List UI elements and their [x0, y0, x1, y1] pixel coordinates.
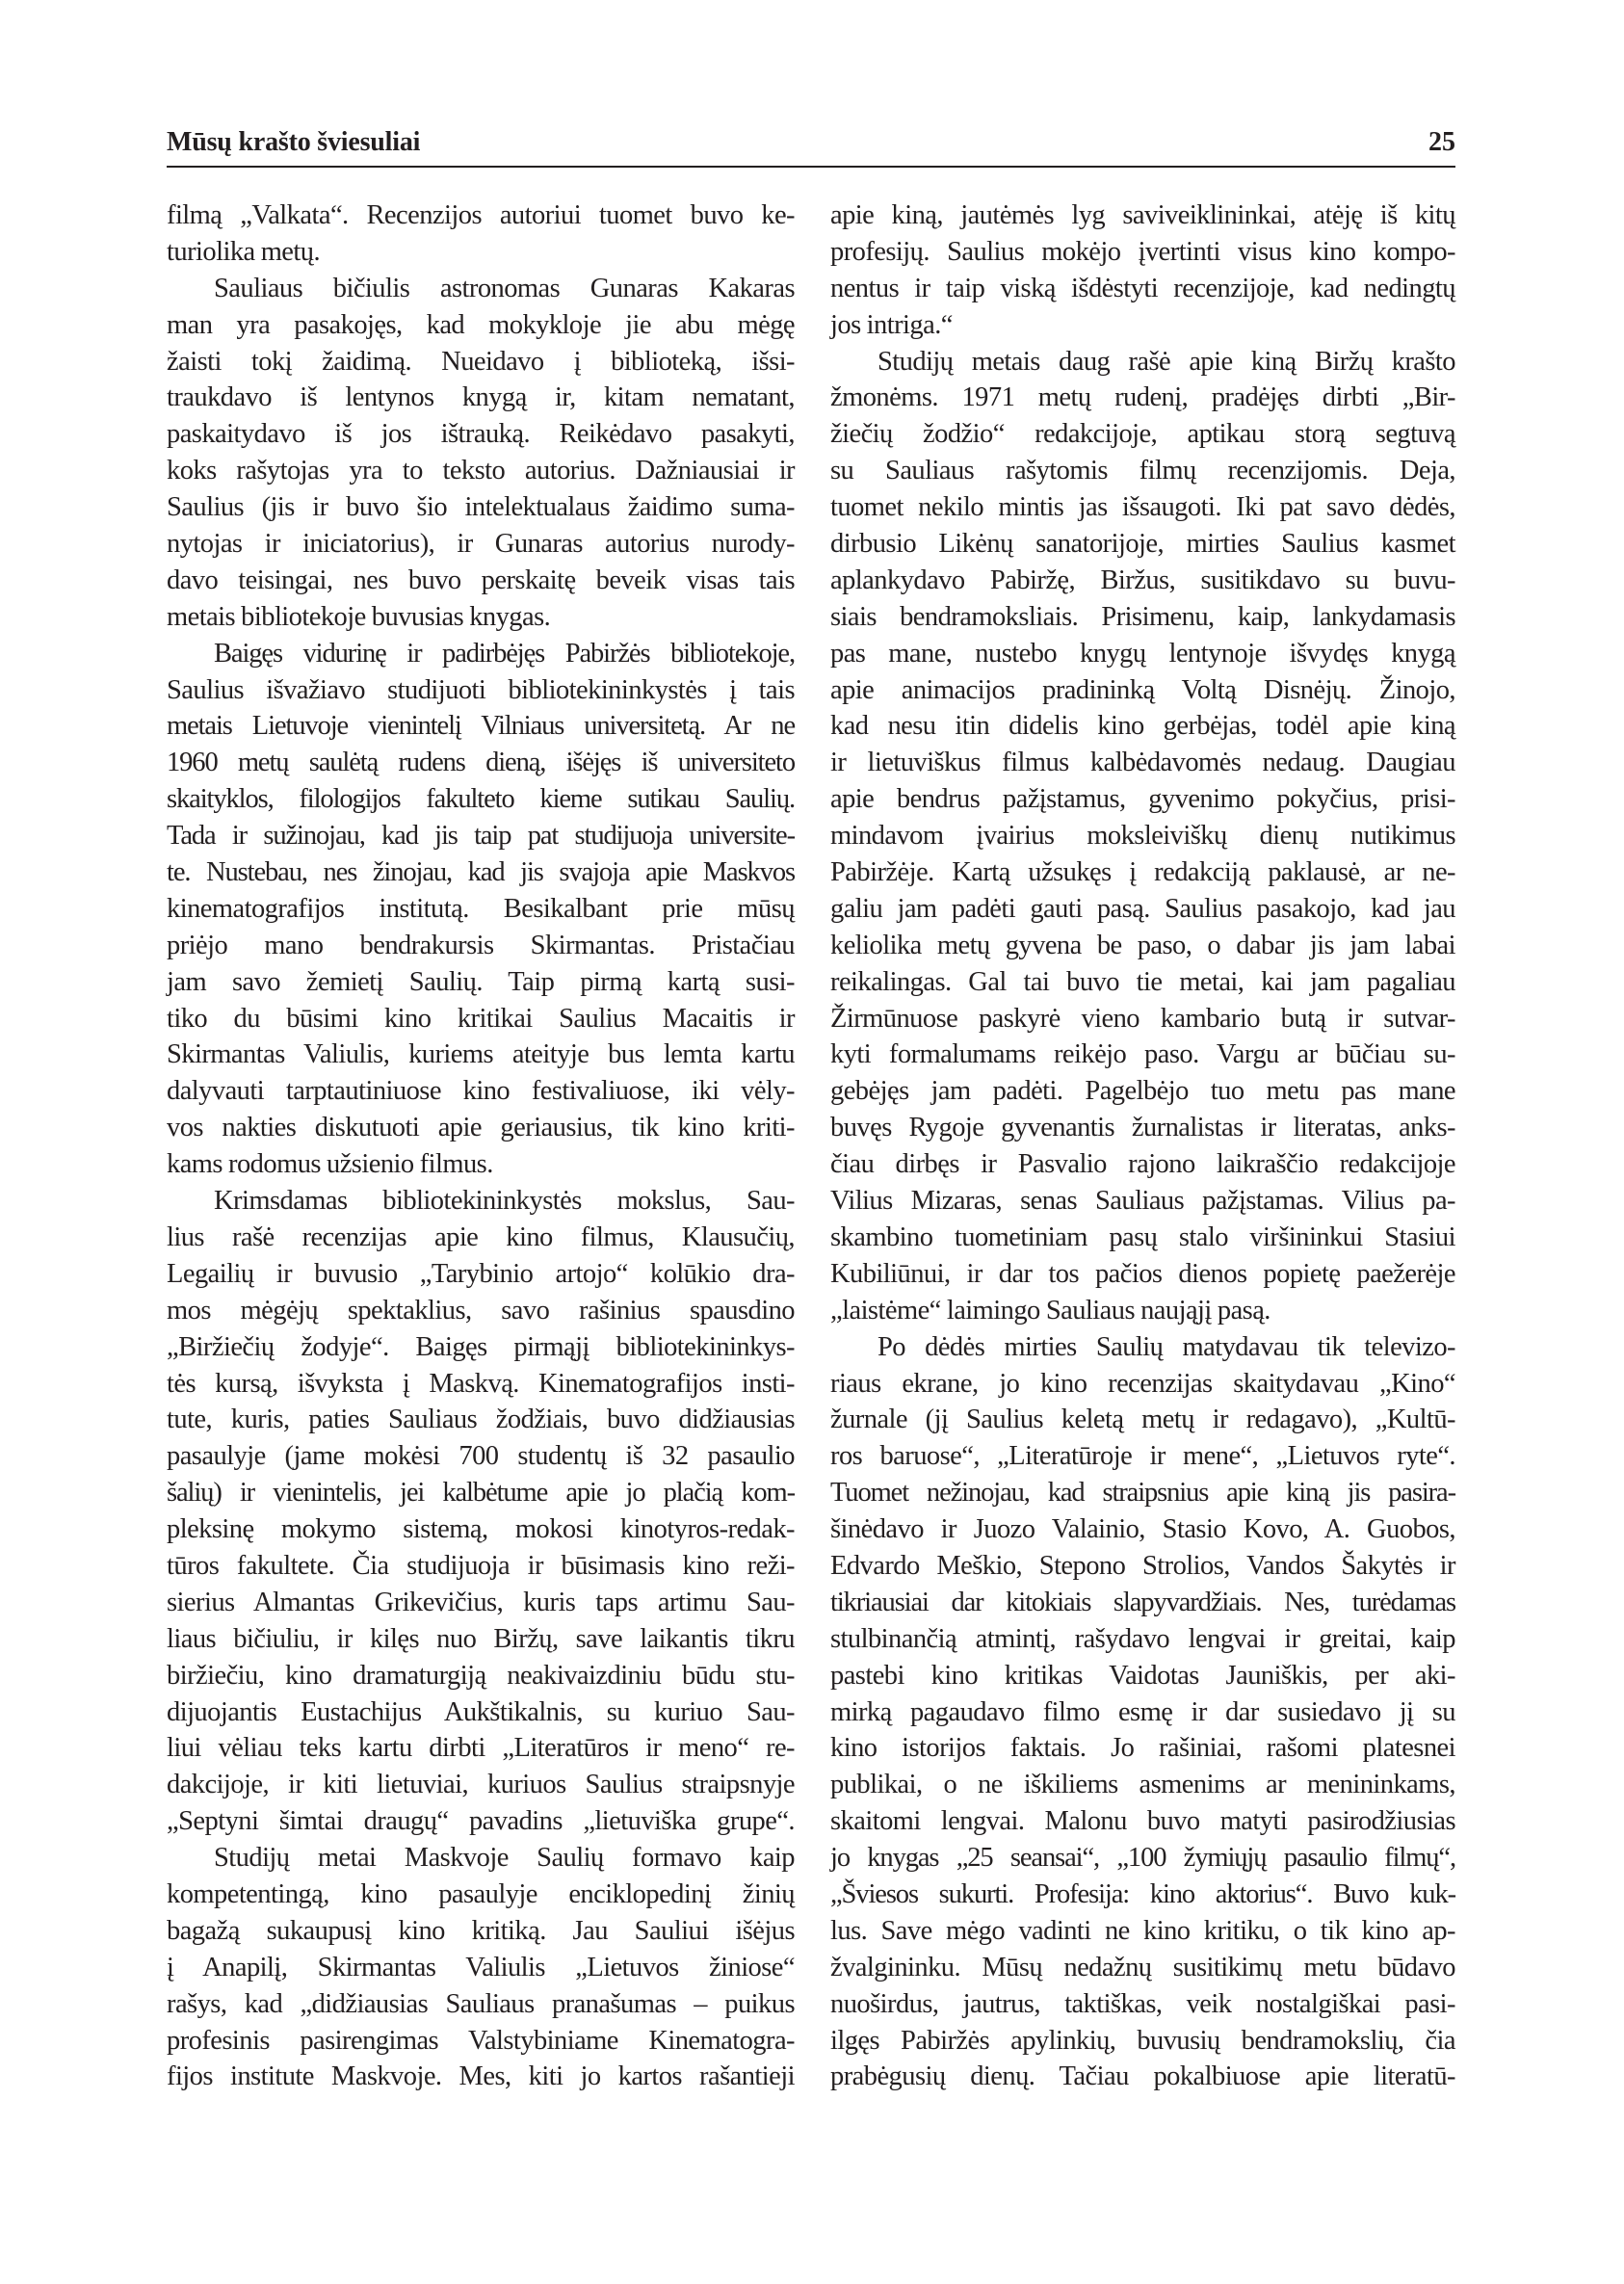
text-line: kams rodomus užsienio filmus. [167, 1149, 493, 1180]
text-line: žmonėms. 1971 metų rudenį, pradėjęs dirbti „Bir- [830, 382, 1455, 413]
text-line: gebėjęs jam padėti. Pagelbėjo tuo metu pas mane [830, 1076, 1455, 1107]
text-line: fijos institute Maskvoje. Mes, kiti jo kartos rašantieji [167, 2061, 795, 2092]
text-line: Po dėdės mirties Saulių matydavau tik televizo- [877, 1331, 1455, 1362]
text-line: tės kursą, išvyksta į Maskvą. Kinematografijos insti- [167, 1368, 795, 1399]
text-line: jam savo žemietį Saulių. Taip pirmą kartą susi- [167, 966, 795, 997]
text-line: profesijų. Saulius mokėjo įvertinti visus kino kompo- [830, 236, 1455, 267]
text-line: Saulius (jis ir buvo šio intelektualaus žaidimo suma- [167, 492, 795, 523]
text-line: tuomet nekilo mintis jas išsaugoti. Iki pat savo dėdės, [830, 492, 1455, 523]
text-line: davo teisingai, nes buvo perskaitę beveik visas tais [167, 564, 795, 595]
text-line: kad nesu itin didelis kino gerbėjas, todėl apie kiną [830, 711, 1455, 742]
text-line: biržiečiu, kino dramaturgiją neakivaizdiniu būdu stu- [167, 1660, 795, 1691]
text-line: Vilius Mizaras, senas Sauliaus pažįstamas. Vilius pa- [830, 1186, 1455, 1217]
text-line: galiu jam padėti gauti pasą. Saulius pasakojo, kad jau [830, 893, 1455, 924]
text-line: „laistėme“ laimingo Sauliaus naująjį pasą. [830, 1295, 1270, 1326]
text-line: žaisti tokį žaidimą. Nueidavo į biblioteką, išsi- [167, 346, 795, 377]
page-number: 25 [1428, 127, 1455, 157]
text-line: kinematografijos institutą. Besikalbant prie mūsų [167, 893, 795, 924]
text-line: žurnale (jį Saulius keletą metų ir redagavo), „Kultū- [830, 1405, 1455, 1435]
text-line: pleksinę mokymo sistemą, mokosi kinotyros-redak- [167, 1514, 795, 1545]
text-line: publikai, o ne iškiliems asmenims ar menininkams, [830, 1770, 1455, 1800]
text-line: stulbinančią atmintį, rašydavo lengvai ir greitai, kaip [830, 1623, 1455, 1654]
text-line: žvalgininku. Mūsų nedažnų susitikimų metu būdavo [830, 1952, 1455, 1982]
text-line: Saulius išvažiavo studijuoti bibliotekininkystės į tais [167, 674, 795, 705]
text-line: Pabiržėje. Kartą užsukęs į redakciją paklausė, ar ne- [830, 857, 1455, 888]
text-line: Baigęs vidurinę ir padirbėjęs Pabiržės bibliotekoje, [214, 638, 795, 669]
text-line: ilgęs Pabiržės apylinkių, buvusių bendramokslių, čia [830, 2025, 1455, 2056]
text-line: tiko du būsimi kino kritikai Saulius Macaitis ir [167, 1003, 795, 1034]
text-line: jos intriga.“ [830, 309, 953, 340]
text-line: metais bibliotekoje buvusias knygas. [167, 601, 551, 632]
text-line: filmą „Valkata“. Recenzijos autoriui tuomet buvo ke- [167, 200, 795, 230]
text-line: žiečių žodžio“ redakcijoje, aptikau storą segtuvą [830, 419, 1455, 450]
text-line: tikriausiai dar kitokiais slapyvardžiais. Nes, turėdamas [830, 1587, 1455, 1617]
text-line: ros baruose“, „Literatūroje ir mene“, „Lietuvos ryte“. [830, 1441, 1455, 1472]
text-line: Edvardo Meškio, Stepono Strolios, Vandos Šakytės ir [830, 1550, 1455, 1581]
text-line: priėjo mano bendrakursis Skirmantas. Pristačiau [167, 930, 795, 960]
text-line: apie kiną, jautėmės lyg saviveiklininkai, atėję iš kitų [830, 200, 1455, 230]
running-title: Mūsų krašto šviesuliai [167, 127, 421, 157]
text-line: pastebi kino kritikas Vaidotas Jauniškis, per aki- [830, 1660, 1455, 1691]
text-line: pas mane, nustebo knygų lentynoje išvydęs knygą [830, 638, 1455, 669]
text-line: čiau dirbęs ir Pasvalio rajono laikraščio redakcijoje [830, 1149, 1455, 1180]
text-line: kino istorijos faktais. Jo rašiniai, rašomi platesnei [830, 1733, 1455, 1764]
text-line: šinėdavo ir Juozo Valainio, Stasio Kovo, A. Guobos, [830, 1514, 1455, 1545]
text-line: mos mėgėjų spektaklius, savo rašinius spausdino [167, 1295, 795, 1326]
page-header [167, 123, 1455, 166]
text-line: „Šviesos sukurti. Profesija: kino aktorius“. Buvo kuk- [830, 1878, 1455, 1909]
text-line: Žirmūnuose paskyrė vieno kambario butą ir sutvar- [830, 1003, 1455, 1034]
text-line: kyti formalumams reikėjo paso. Vargu ar būčiau su- [830, 1039, 1455, 1070]
text-line: į Anapilį, Skirmantas Valiulis „Lietuvos žiniose“ [167, 1952, 795, 1982]
text-line: Skirmantas Valiulis, kuriems ateityje bus lemta kartu [167, 1039, 795, 1070]
text-line: buvęs Rygoje gyvenantis žurnalistas ir literatas, anks- [830, 1113, 1455, 1143]
text-line: Tuomet nežinojau, kad straipsnius apie kiną jis pasira- [830, 1478, 1455, 1509]
text-line: dirbusio Likėnų sanatorijoje, mirties Saulius kasmet [830, 529, 1455, 560]
text-line: Studijų metais daug rašė apie kiną Biržų krašto [877, 346, 1455, 377]
text-line: nytojas ir iniciatorius), ir Gunaras autorius nurody- [167, 529, 795, 560]
text-line: nuoširdus, jautrus, taktiškas, veik nostalgiškai pasi- [830, 1988, 1455, 2019]
text-line: dalyvauti tarptautiniuose kino festivaliuose, iki vėly- [167, 1076, 795, 1107]
text-line: reikalingas. Gal tai buvo tie metai, kai jam pagaliau [830, 966, 1455, 997]
text-line: Krimsdamas bibliotekininkystės mokslus, Sau- [214, 1186, 795, 1217]
text-column-left [167, 197, 795, 2095]
text-line: „Septyni šimtai draugų“ pavadins „lietuviška grupe“. [167, 1806, 795, 1837]
text-line: skambino tuometiniam pasų stalo viršininkui Stasiui [830, 1221, 1455, 1252]
text-line: profesinis pasirengimas Valstybiniame Kinematogra- [167, 2025, 795, 2056]
text-line: metais Lietuvoje vienintelį Vilniaus universitetą. Ar ne [167, 711, 795, 742]
text-line: prabėgusių dienų. Tačiau pokalbiuose apie literatū- [830, 2061, 1455, 2092]
text-line: Studijų metai Maskvoje Saulių formavo kaip [214, 1843, 795, 1874]
text-line: Kubiliūnui, ir dar tos pačios dienos popietę paežerėje [830, 1258, 1455, 1289]
text-column-right [830, 197, 1455, 2095]
text-line: nentus ir taip viską išdėstyti recenzijoje, kad nedingtų [830, 273, 1455, 303]
text-line: apie animacijos pradininką Voltą Disnėjų. Žinojo, [830, 674, 1455, 705]
text-line: „Biržiečių žodyje“. Baigęs pirmąjį bibliotekininkys- [167, 1331, 795, 1362]
text-line: rašys, kad „didžiausias Sauliaus pranašumas – puikus [167, 1988, 795, 2019]
text-line: mirką pagaudavo filmo esmę ir dar susiedavo jį su [830, 1696, 1455, 1727]
text-line: liaus bičiuliu, ir kilęs nuo Biržų, save laikantis tikru [167, 1623, 795, 1654]
text-line: skaitomi lengvai. Malonu buvo matyti pasirodžiusias [830, 1806, 1455, 1837]
text-line: lus. Save mėgo vadinti ne kino kritiku, o tik kino ap- [830, 1915, 1455, 1946]
text-line: pasaulyje (jame mokėsi 700 studentų iš 32 pasaulio [167, 1441, 795, 1472]
text-line: ir lietuviškus filmus kalbėdavomės nedaug. Daugiau [830, 748, 1455, 778]
text-line: Legailių ir buvusio „Tarybinio artojo“ kolūkio dra- [167, 1258, 795, 1289]
text-line: 1960 metų saulėtą rudens dieną, išėjęs iš universiteto [167, 748, 795, 778]
text-line: šalių) ir vienintelis, jei kalbėtume apie jo plačią kom- [167, 1478, 795, 1509]
text-line: bagažą sukaupusį kino kritiką. Jau Sauliui išėjus [167, 1915, 795, 1946]
text-line: su Sauliaus rašytomis filmų recenzijomis. Deja, [830, 456, 1455, 486]
header-rule [167, 166, 1455, 168]
text-line: aplankydavo Pabiržę, Biržus, susitikdavo su buvu- [830, 564, 1455, 595]
text-line: skaityklos, filologijos fakulteto kieme sutikau Saulių. [167, 784, 795, 815]
text-line: turiolika metų. [167, 236, 321, 267]
text-line: traukdavo iš lentynos knygą ir, kitam nematant, [167, 382, 795, 413]
text-line: te. Nustebau, nes žinojau, kad jis svajoja apie Maskvos [167, 857, 795, 888]
text-line: apie bendrus pažįstamus, gyvenimo pokyčius, prisi- [830, 784, 1455, 815]
text-line: lius rašė recenzijas apie kino filmus, Klausučių, [167, 1221, 795, 1252]
text-line: keliolika metų gyvena be paso, o dabar jis jam labai [830, 930, 1455, 960]
text-line: koks rašytojas yra to teksto autorius. Dažniausiai ir [167, 456, 795, 486]
text-line: tūros fakultete. Čia studijuoja ir būsimasis kino reži- [167, 1550, 795, 1581]
text-line: man yra pasakojęs, kad mokykloje jie abu mėgę [167, 309, 795, 340]
text-line: siais bendramoksliais. Prisimenu, kaip, lankydamasis [830, 601, 1455, 632]
text-line: vos nakties diskutuoti apie geriausius, tik kino kriti- [167, 1113, 795, 1143]
text-line: liui vėliau teks kartu dirbti „Literatūros ir meno“ re- [167, 1733, 795, 1764]
text-line: kompetentingą, kino pasaulyje enciklopedinį žinių [167, 1878, 795, 1909]
text-line: jo knygas „25 seansai“, „100 žymiųjų pasaulio filmų“, [830, 1843, 1455, 1874]
text-line: Tada ir sužinojau, kad jis taip pat studijuoja universite- [167, 821, 795, 852]
text-line: dijuojantis Eustachijus Aukštikalnis, su kuriuo Sau- [167, 1696, 795, 1727]
text-line: riaus ekrane, jo kino recenzijas skaitydavau „Kino“ [830, 1368, 1455, 1399]
text-line: Sauliaus bičiulis astronomas Gunaras Kakaras [214, 273, 795, 303]
text-line: sierius Almantas Grikevičius, kuris taps artimu Sau- [167, 1587, 795, 1617]
text-line: paskaitydavo iš jos ištrauką. Reikėdavo pasakyti, [167, 419, 795, 450]
text-line: tute, kuris, paties Sauliaus žodžiais, buvo didžiausias [167, 1405, 795, 1435]
text-line: dakcijoje, ir kiti lietuviai, kuriuos Saulius straipsnyje [167, 1770, 795, 1800]
text-line: mindavom įvairius moksleiviškų dienų nutikimus [830, 821, 1455, 852]
